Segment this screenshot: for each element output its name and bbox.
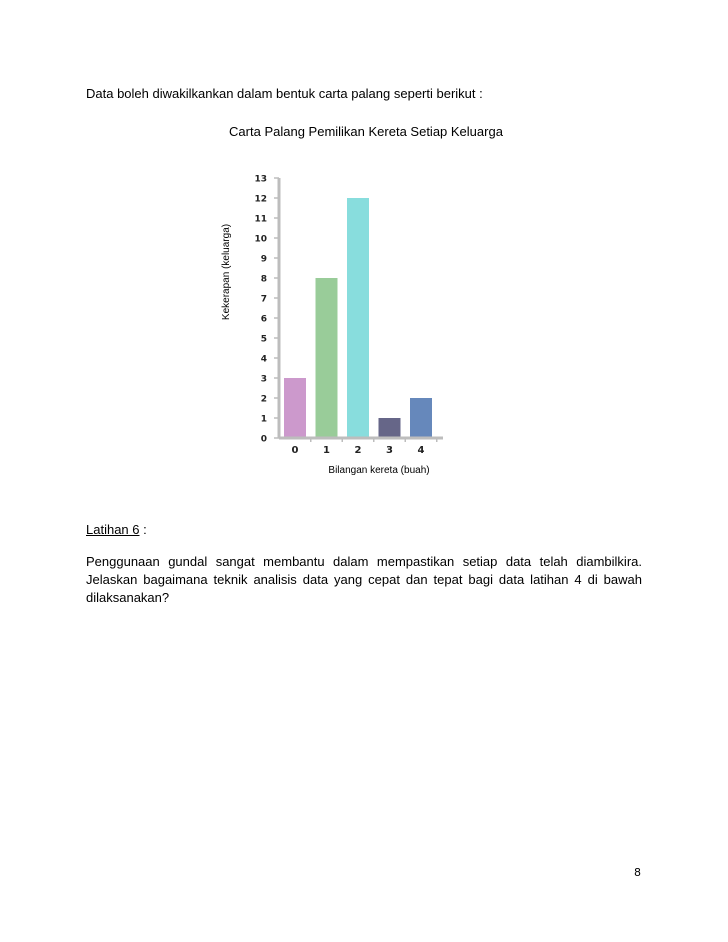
y-axis-label: Kekerapan (keluarga) xyxy=(221,223,232,321)
y-tick-label: 6 xyxy=(260,314,267,325)
bars xyxy=(284,198,432,438)
bar-3 xyxy=(379,418,401,438)
x-tick-label: 2 xyxy=(354,445,362,456)
y-tick-label: 3 xyxy=(260,374,267,385)
y-tick-label: 7 xyxy=(260,294,267,305)
x-tick-label: 1 xyxy=(323,445,330,456)
x-axis-ticks xyxy=(292,438,437,456)
y-tick-label: 10 xyxy=(254,234,267,245)
y-tick-label: 2 xyxy=(260,394,267,405)
y-tick-label: 11 xyxy=(254,214,267,225)
bar-1 xyxy=(316,278,338,438)
x-tick-label: 4 xyxy=(417,445,425,456)
y-tick-label: 9 xyxy=(260,254,267,265)
y-tick-label: 5 xyxy=(260,334,267,345)
y-tick-label: 4 xyxy=(260,354,267,365)
intro-text: Data boleh diwakilkankan dalam bentuk carta palang seperti berikut : xyxy=(86,86,483,101)
y-tick-label: 13 xyxy=(254,174,267,185)
exercise-label: Latihan 6 xyxy=(86,522,140,537)
chart-title: Carta Palang Pemilikan Kereta Setiap Keluarga xyxy=(229,124,503,139)
exercise-paragraph: Penggunaan gundal sangat membantu dalam mempastikan setiap data telah diambilkira. Jelaskan bagaimana teknik analisis data yang cepat dan tepat bagi data latihan 4 di bawah dilaksanakan? xyxy=(86,554,642,605)
bar-2 xyxy=(347,198,369,438)
y-tick-label: 0 xyxy=(260,434,267,445)
bar-chart xyxy=(200,160,460,490)
y-tick-label: 12 xyxy=(254,194,267,205)
bar-0 xyxy=(284,378,306,438)
y-tick-label: 8 xyxy=(260,274,267,285)
bar-4 xyxy=(410,398,432,438)
y-axis-ticks xyxy=(254,175,279,445)
exercise-suffix: : xyxy=(139,522,147,537)
x-axis-label: Bilangan kereta (buah) xyxy=(328,465,430,476)
y-tick-label: 1 xyxy=(260,414,267,425)
page-number: 8 xyxy=(634,866,641,879)
x-tick-label: 3 xyxy=(386,445,393,456)
exercise-heading xyxy=(86,522,147,537)
x-tick-label: 0 xyxy=(291,445,299,456)
